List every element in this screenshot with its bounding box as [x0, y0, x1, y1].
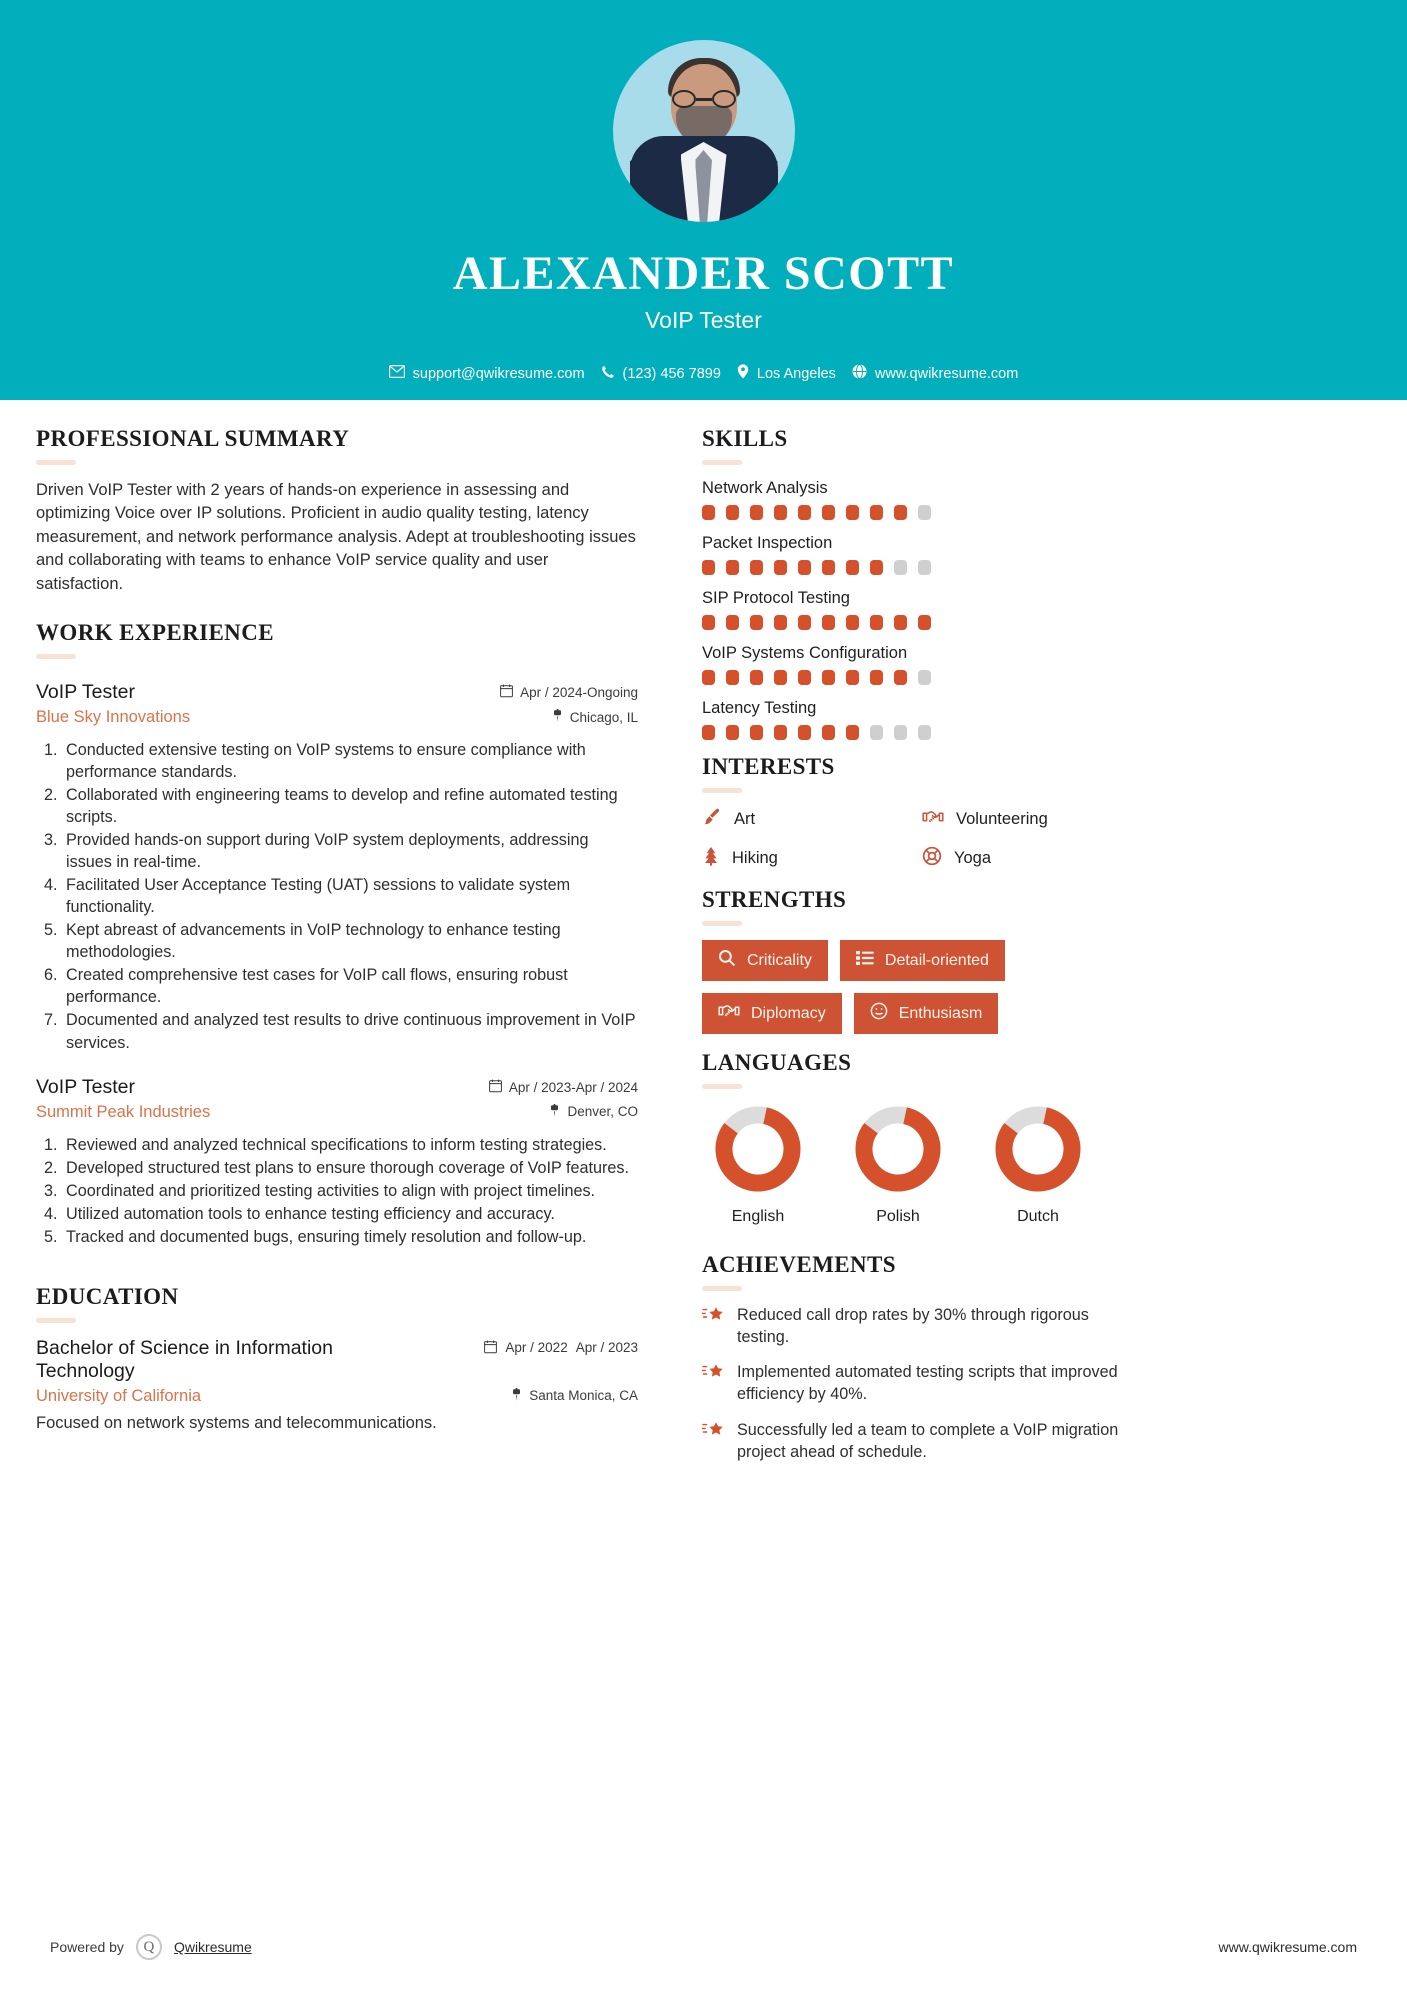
- skill-dot: [702, 670, 715, 685]
- section-title-education: EDUCATION: [36, 1283, 179, 1309]
- powered-by-label: Powered by: [50, 1939, 124, 1955]
- work-bullet: 1. Conducted extensive testing on VoIP systems to ensure compliance with performance standards.: [62, 739, 638, 783]
- education-date-start: Apr / 2022: [505, 1339, 568, 1355]
- section-rule: [702, 1084, 742, 1089]
- skill-label: Packet Inspection: [702, 534, 833, 552]
- contact-email[interactable]: [389, 365, 585, 382]
- skill-dot: [846, 725, 859, 740]
- search-icon: [718, 949, 736, 972]
- work-role: VoIP Tester: [36, 681, 136, 704]
- skill-dot: [750, 670, 763, 685]
- left-column: [36, 426, 638, 1477]
- skill-dot: [798, 505, 811, 520]
- skill-dot: [822, 560, 835, 575]
- qwikresume-link[interactable]: Qwikresume: [173, 1939, 252, 1955]
- skill-dot: [846, 560, 859, 575]
- contact-phone-text: (123) 456 7899: [622, 365, 721, 382]
- language-donut-chart: [712, 1103, 804, 1195]
- star-burst-icon: [702, 1420, 724, 1445]
- skill-dot: [870, 670, 883, 685]
- contact-website[interactable]: [852, 364, 1018, 383]
- skill-label: SIP Protocol Testing: [702, 589, 850, 607]
- skill-dot: [798, 725, 811, 740]
- avatar-illustration: [613, 40, 795, 222]
- achievement-text: Reduced call drop rates by 30% through rigorous testing.: [737, 1306, 1089, 1346]
- skill-dot: [726, 615, 739, 630]
- skill-dot: [702, 560, 715, 575]
- skill-dot: [774, 615, 787, 630]
- avatar: [613, 40, 795, 222]
- skill-dot: [774, 725, 787, 740]
- skill-dot: [870, 560, 883, 575]
- glasses-icon: [672, 90, 736, 108]
- contact-website-text: www.qwikresume.com: [874, 365, 1019, 382]
- skill-dot: [702, 725, 715, 740]
- calendar-icon: [484, 1340, 497, 1357]
- footer-website: www.qwikresume.com: [1218, 1939, 1357, 1955]
- skill-dot: [894, 615, 907, 630]
- work-bullet: 6. Created comprehensive test cases for VoIP call flows, ensuring robust performance.: [62, 964, 638, 1008]
- section-rule: [702, 460, 742, 465]
- section-rule: [36, 460, 76, 465]
- work-location-text: Chicago, IL: [569, 709, 638, 725]
- skill-label: Latency Testing: [702, 699, 817, 717]
- candidate-name: ALEXANDER SCOTT: [452, 247, 955, 300]
- strength-chip: [854, 993, 999, 1034]
- interest-label: Volunteering: [956, 810, 1048, 828]
- skill-dot: [846, 615, 859, 630]
- skill-item: [702, 644, 1132, 685]
- skill-dot: [774, 505, 787, 520]
- skill-dot: [798, 560, 811, 575]
- skill-dot: [918, 560, 931, 575]
- education-dates: [484, 1340, 638, 1357]
- contact-location: [737, 364, 836, 383]
- skill-dot: [822, 505, 835, 520]
- lifebuoy-icon: [922, 846, 942, 871]
- skill-rating: [702, 560, 1132, 575]
- star-burst-icon: [702, 1305, 724, 1330]
- skill-dot: [750, 725, 763, 740]
- skill-dot: [894, 725, 907, 740]
- glasses-bridge: [696, 98, 712, 101]
- work-bullet: 4. Facilitated User Acceptance Testing (UAT) sessions to validate system functionality.: [62, 874, 638, 918]
- contact-phone[interactable]: [601, 365, 721, 383]
- interests-grid: [702, 807, 1132, 871]
- education-date-end: Apr / 2023: [575, 1339, 638, 1355]
- interest-item: [922, 846, 1132, 871]
- strength-label: Detail-oriented: [884, 951, 989, 969]
- skill-dot: [870, 725, 883, 740]
- section-title-work: WORK EXPERIENCE: [36, 620, 274, 646]
- section-title-interests: INTERESTS: [702, 754, 835, 779]
- skill-dot: [750, 505, 763, 520]
- envelope-icon: [389, 365, 405, 382]
- skill-rating: [702, 615, 1132, 630]
- skill-label: VoIP Systems Configuration: [702, 644, 908, 662]
- skill-dot: [918, 725, 931, 740]
- work-bullet: 2. Collaborated with engineering teams to develop and refine automated testing scripts.: [62, 784, 638, 828]
- section-rule: [36, 1318, 76, 1323]
- work-organization: Summit Peak Industries: [36, 1102, 211, 1121]
- strength-chip: [702, 993, 842, 1034]
- skill-dot: [798, 615, 811, 630]
- work-bullet: 4. Utilized automation tools to enhance testing efficiency and accuracy.: [62, 1203, 638, 1225]
- language-item: [702, 1103, 814, 1226]
- work-entry-list: [36, 681, 638, 1248]
- skill-dot: [894, 560, 907, 575]
- achievements-list: [702, 1305, 1132, 1463]
- education-entry: [36, 1337, 638, 1433]
- contact-row: [389, 364, 1019, 383]
- skill-item: [702, 699, 1132, 740]
- section-rule: [702, 921, 742, 926]
- skill-dot: [702, 505, 715, 520]
- list-icon: [856, 950, 874, 971]
- resume-body: [0, 400, 1407, 1477]
- phone-icon: [601, 365, 615, 383]
- skill-rating: [702, 505, 1132, 520]
- section-title-skills: SKILLS: [702, 426, 788, 451]
- work-bullet: 3. Coordinated and prioritized testing activities to align with project timelines.: [62, 1180, 638, 1202]
- work-dates-text: Apr / 2024-Ongoing: [520, 685, 638, 701]
- resume-footer: [0, 1904, 1407, 1990]
- skill-dot: [750, 560, 763, 575]
- work-bullet: 1. Reviewed and analyzed technical specifications to inform testing strategies.: [62, 1134, 638, 1156]
- education-degree: Bachelor of Science in Information Technology: [36, 1336, 333, 1382]
- work-bullet: 7. Documented and analyzed test results to drive continuous improvement in VoIP services.: [62, 1009, 638, 1053]
- skill-dot: [702, 615, 715, 630]
- work-bullet-list: [36, 739, 638, 1053]
- section-title-strengths: STRENGTHS: [702, 887, 847, 912]
- powered-by: [50, 1934, 252, 1960]
- skill-dot: [822, 670, 835, 685]
- section-title-achievements: ACHIEVEMENTS: [702, 1252, 896, 1277]
- resume-header: [0, 0, 1407, 400]
- work-location: [552, 709, 638, 725]
- language-label: English: [731, 1208, 785, 1225]
- language-label: Dutch: [1017, 1208, 1059, 1225]
- section-title-languages: LANGUAGES: [702, 1050, 852, 1075]
- skill-dot: [726, 670, 739, 685]
- achievement-text: Implemented automated testing scripts that improved efficiency by 40%.: [737, 1363, 1118, 1404]
- work-organization: Blue Sky Innovations: [36, 708, 191, 727]
- language-donut-chart: [992, 1103, 1084, 1195]
- skill-dot: [870, 615, 883, 630]
- section-rule: [702, 1286, 742, 1291]
- work-location-text: Denver, CO: [567, 1104, 638, 1120]
- skill-rating: [702, 670, 1132, 685]
- star-burst-icon: [702, 1362, 724, 1387]
- globe-icon: [852, 364, 867, 383]
- work-bullet: 2. Developed structured test plans to ensure thorough coverage of VoIP features.: [62, 1157, 638, 1179]
- skill-item: [702, 589, 1132, 630]
- language-item: [982, 1103, 1094, 1226]
- skill-label: Network Analysis: [702, 479, 828, 497]
- calendar-icon: [489, 1079, 502, 1096]
- education-school: University of California: [36, 1386, 202, 1405]
- work-dates: [489, 1079, 638, 1096]
- paintbrush-icon: [702, 807, 722, 832]
- contact-location-text: Los Angeles: [756, 365, 836, 382]
- strength-chip: [702, 940, 828, 981]
- achievement-item: [702, 1362, 1132, 1405]
- work-entry: [36, 1076, 638, 1248]
- achievement-item: [702, 1305, 1132, 1348]
- handshake-icon: [718, 1002, 740, 1025]
- work-entry: [36, 681, 638, 1053]
- skills-list: [702, 479, 1132, 740]
- tree-icon: [702, 846, 720, 871]
- education-location-text: Santa Monica, CA: [529, 1388, 638, 1404]
- strength-chip: [840, 940, 1005, 981]
- skill-dot: [726, 560, 739, 575]
- skill-dot: [846, 670, 859, 685]
- strength-label: Enthusiasm: [898, 1004, 983, 1022]
- interest-item: [702, 807, 912, 832]
- glasses-lens-left: [672, 90, 696, 108]
- map-pin-icon: [737, 364, 749, 383]
- work-dates-text: Apr / 2023-Apr / 2024: [508, 1079, 638, 1095]
- smiley-icon: [870, 1002, 888, 1025]
- handshake-icon: [922, 808, 944, 831]
- interest-label: Art: [734, 810, 756, 828]
- skill-dot: [822, 615, 835, 630]
- work-dates: [500, 684, 638, 701]
- education-note: Focused on network systems and telecommunications.: [36, 1413, 437, 1432]
- interest-item: [922, 807, 1132, 832]
- glasses-lens-right: [712, 90, 736, 108]
- work-bullet: 5. Kept abreast of advancements in VoIP technology to enhance testing methodologies.: [62, 919, 638, 963]
- interest-item: [702, 846, 912, 871]
- skill-dot: [918, 670, 931, 685]
- section-rule: [702, 788, 742, 793]
- pin-icon: [552, 709, 563, 725]
- section-title-summary: PROFESSIONAL SUMMARY: [36, 426, 350, 451]
- work-bullet: 3. Provided hands-on support during VoIP system deployments, addressing issues in real-time.: [62, 829, 638, 873]
- skill-item: [702, 479, 1132, 520]
- skill-dot: [894, 505, 907, 520]
- achievement-text: Successfully led a team to complete a VoIP migration project ahead of schedule.: [737, 1420, 1119, 1461]
- skill-dot: [870, 505, 883, 520]
- skill-dot: [774, 560, 787, 575]
- skill-dot: [822, 725, 835, 740]
- skill-item: [702, 534, 1132, 575]
- qwikresume-logo-icon: Q: [136, 1934, 162, 1960]
- strength-label: Criticality: [747, 951, 812, 969]
- work-bullet-list: [36, 1134, 638, 1248]
- interest-label: Hiking: [732, 849, 778, 867]
- language-label: Polish: [876, 1208, 920, 1225]
- language-item: [842, 1103, 954, 1226]
- skill-dot: [726, 505, 739, 520]
- calendar-icon: [500, 684, 513, 701]
- skill-dot: [918, 615, 931, 630]
- skill-dot: [894, 670, 907, 685]
- language-donut-chart: [852, 1103, 944, 1195]
- contact-email-text: support@qwikresume.com: [412, 365, 585, 382]
- skill-dot: [774, 670, 787, 685]
- pin-icon: [511, 1388, 522, 1404]
- strength-label: Diplomacy: [751, 1004, 826, 1022]
- work-location: [549, 1104, 638, 1120]
- strengths-list: [702, 940, 1132, 1034]
- interest-label: Yoga: [954, 849, 992, 867]
- section-rule: [36, 654, 76, 659]
- skill-dot: [726, 725, 739, 740]
- skill-dot: [918, 505, 931, 520]
- skill-rating: [702, 725, 1132, 740]
- work-bullet: 5. Tracked and documented bugs, ensuring timely resolution and follow-up.: [62, 1226, 638, 1248]
- right-column: [702, 426, 1132, 1477]
- summary-text: Driven VoIP Tester with 2 years of hands-on experience in assessing and optimizing Voice over IP solutions. Proficient in audio quality testing, latency measurement, and network performance analysis. Adept at troubleshooting issues and collaborating with teams to enhance VoIP service quality and user satisfaction.: [36, 481, 636, 593]
- skill-dot: [798, 670, 811, 685]
- education-location: [511, 1388, 638, 1404]
- candidate-job-title: VoIP Tester: [645, 307, 762, 333]
- work-role: VoIP Tester: [36, 1075, 136, 1098]
- achievement-item: [702, 1420, 1132, 1463]
- pin-icon: [549, 1104, 560, 1120]
- skill-dot: [846, 505, 859, 520]
- languages-row: [702, 1103, 1132, 1226]
- skill-dot: [750, 615, 763, 630]
